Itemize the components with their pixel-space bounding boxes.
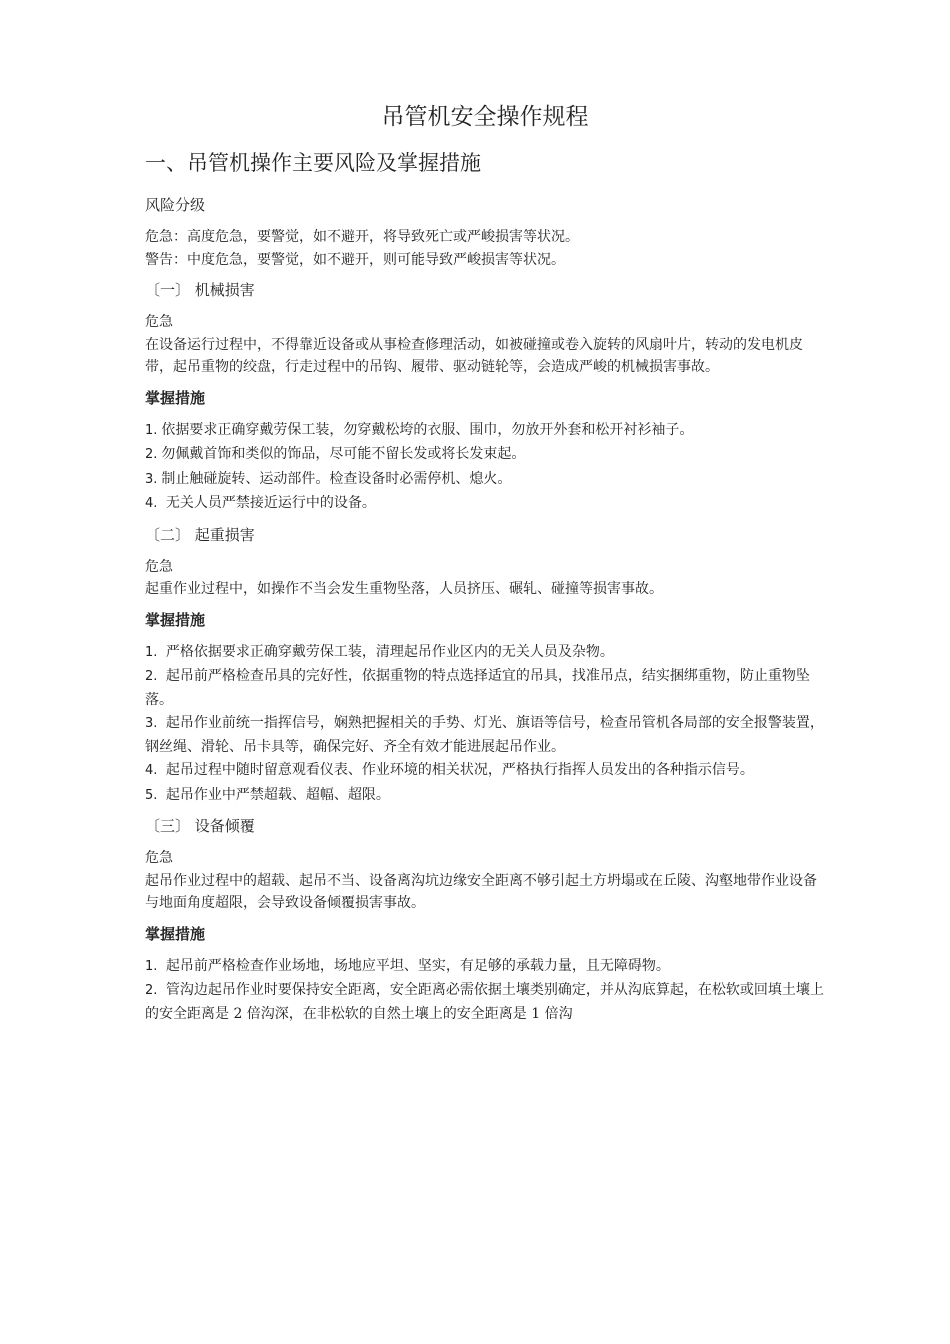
danger-block-mechanical (145, 311, 825, 379)
list-item (145, 955, 825, 979)
list-text: 制止触碰旋转、运动部件。检查设备时必需停机、熄火。 (161, 470, 512, 487)
risk-line-warning: 警告：中度危急，要警觉，如不避开，则可能导致严峻损害等状况。 (145, 251, 565, 268)
list-text: 勿佩戴首饰和类似的饰品，尽可能不留长发或将长发束起。 (161, 446, 526, 462)
measures-heading: 掌握措施 (145, 924, 206, 943)
danger-block-overturn (145, 847, 825, 915)
subsection-heading-lifting: 〔二〕 起重损害 (145, 525, 255, 544)
list-number: 1. (145, 422, 158, 438)
list-number: 2. (145, 447, 158, 462)
list-text: 起吊作业前统一指挥信号，娴熟把握相关的手势、灯光、旗语等信号，检查吊管机各局部的安全报警装置，钢丝绳、滑轮、吊卡具等，确保完好、齐全有效才能进展起吊作业。 (145, 715, 824, 755)
danger-label: 危急 (145, 558, 173, 575)
list-item (145, 641, 825, 665)
measures-heading: 掌握措施 (145, 610, 206, 629)
list-number: 1. (145, 958, 158, 974)
list-item (145, 419, 825, 443)
section-heading: 一、吊管机操作主要风险及掌握措施 (145, 151, 481, 175)
risk-line-danger: 危急：高度危急，要警觉，如不避开，将导致死亡或严峻损害等状况。 (145, 229, 579, 245)
list-item (145, 784, 825, 808)
list-number: 3. (145, 471, 158, 487)
list-item (145, 979, 825, 1025)
list-number: 4. (145, 496, 158, 511)
list-item (145, 492, 825, 516)
danger-text: 起吊作业过程中的超载、起吊不当、设备离沟坑边缘安全距离不够引起土方坍塌或在丘陵、沟壑地带作业设备与地面角度超限，会导致设备倾覆损害事故。 (145, 872, 817, 911)
list-item (145, 759, 825, 783)
list-item (145, 443, 825, 467)
document-title: 吊管机安全操作规程 (381, 104, 589, 130)
danger-label: 危急 (145, 850, 173, 866)
list-number: 1. (145, 644, 158, 660)
list-item (145, 665, 825, 711)
measures-list-mechanical (145, 419, 825, 516)
list-text: 起吊前严格检查作业场地，场地应平坦、坚实，有足够的承载力量，且无障碍物。 (161, 957, 670, 974)
subsection-heading-mechanical: 〔一〕 机械损害 (145, 281, 255, 299)
list-text: 严格依据要求正确穿戴劳保工装，清理起吊作业区内的无关人员及杂物。 (161, 643, 614, 660)
list-text: 起吊过程中随时留意观看仪表、作业环境的相关状况，严格执行指挥人员发出的各种指示信号。 (161, 762, 754, 778)
list-item (145, 712, 825, 758)
subsection-heading-overturn: 〔三〕 设备倾覆 (145, 817, 255, 835)
document-page (145, 100, 825, 1033)
list-item (145, 468, 825, 492)
risk-grading-heading: 风险分级 (145, 196, 206, 214)
list-text: 管沟边起吊作业时要保持安全距离，安全距离必需依据土壤类别确定，并从沟底算起，在松软或回填土壤上的安全距离是 2 倍沟深，在非松软的自然土壤上的安全距离是 1 倍沟 (145, 982, 824, 1022)
measures-heading: 掌握措施 (145, 388, 206, 407)
list-text: 起吊作业中严禁超载、超幅、超限。 (161, 786, 390, 803)
list-text: 起吊前严格检查吊具的完好性，依据重物的特点选择适宜的吊具，找准吊点，结实捆绑重物，防止重物坠落。 (145, 668, 810, 708)
list-text: 无关人员严禁接近运行中的设备。 (161, 495, 376, 511)
danger-text: 起重作业过程中，如操作不当会发生重物坠落，人员挤压、碾轧、碰撞等损害事故。 (145, 581, 663, 597)
measures-list-overturn (145, 955, 825, 1026)
list-number: 2. (145, 983, 158, 998)
list-number: 3. (145, 716, 158, 731)
danger-text: 在设备运行过程中，不得靠近设备或从事检查修理活动，如被碰撞或卷入旋转的风扇叶片，转动的发电机皮带，起吊重物的绞盘，行走过程中的吊钩、履带、驱动链轮等，会造成严峻的机械损害事故。 (145, 336, 803, 375)
list-number: 5. (145, 787, 158, 803)
measures-list-lifting (145, 641, 825, 808)
list-number: 4. (145, 763, 158, 778)
danger-label: 危急 (145, 314, 173, 330)
danger-block-lifting (145, 556, 825, 601)
risk-grading-block (145, 226, 825, 271)
list-number: 2. (145, 669, 158, 684)
list-text: 依据要求正确穿戴劳保工装，勿穿戴松垮的衣服、围巾，勿放开外套和松开衬衫袖子。 (161, 421, 694, 438)
